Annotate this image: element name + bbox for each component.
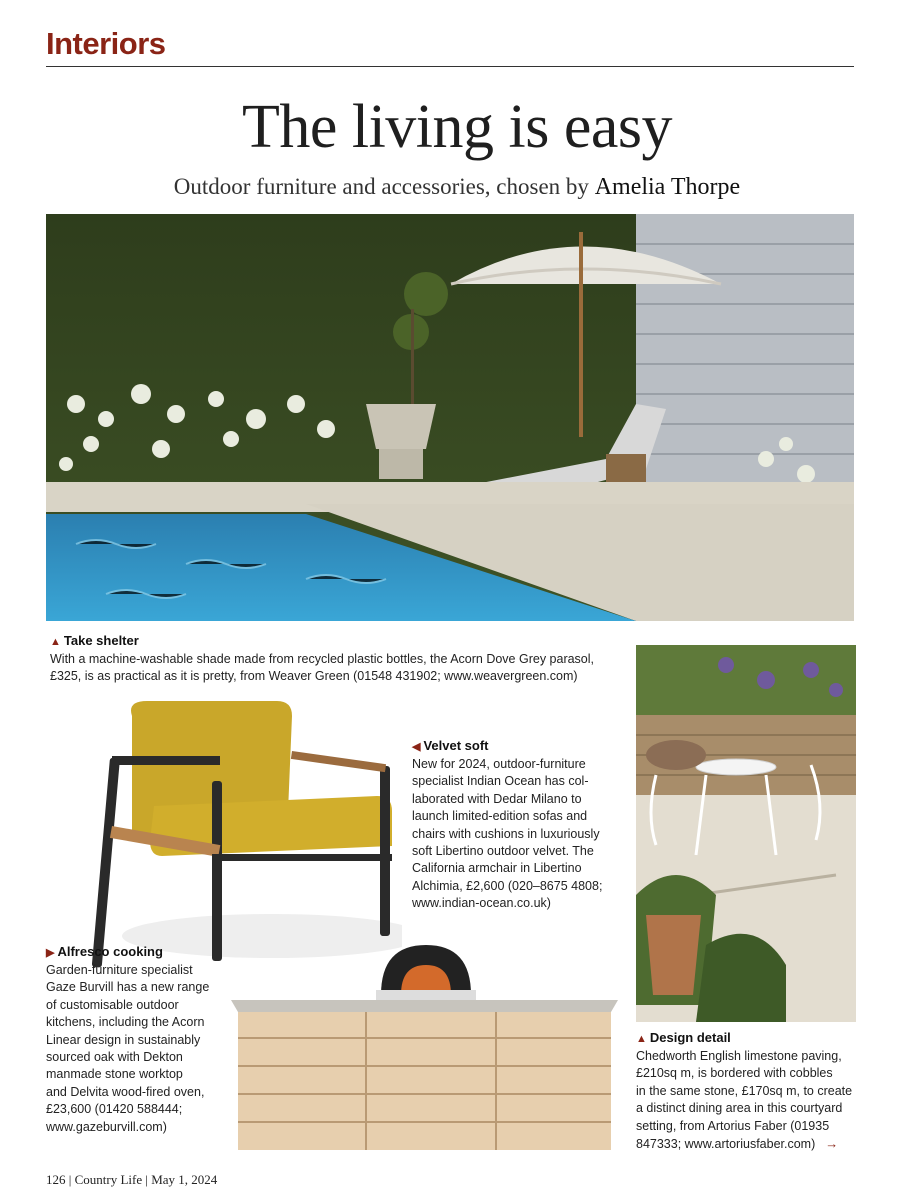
caption-title: Velvet soft [423,738,489,753]
caption-line: Gaze Burvill has a new range [46,980,210,995]
caption-marker-up: ▲ [636,1033,647,1045]
caption-line: www.indian-ocean.co.uk) [412,896,551,911]
caption-line: kitchens, including the Acorn [46,1015,205,1030]
courtyard-photo [636,645,856,1022]
caption-velvet-soft [412,737,627,913]
standfirst-text: Outdoor furniture and accessories, chosen by [173,174,589,199]
caption-marker-up: ▲ [50,636,61,648]
caption-title: Alfresco cooking [57,944,163,959]
caption-marker-right: ▶ [46,947,55,959]
author-name: Amelia Thorpe [594,174,741,200]
caption-design-detail [636,1029,866,1153]
caption-line: Garden-furniture specialist [46,963,193,977]
caption-line: launch limited-edition sofas and [412,809,588,824]
continue-arrow-icon: → [825,1136,839,1152]
caption-marker-left: ◀ [412,741,421,753]
caption-line: chairs with cushions in luxuriously [412,826,600,841]
caption-line: Linear design in sustainably [46,1032,201,1047]
caption-line: £210sq m, is bordered with cobbles [636,1066,833,1081]
pool-photo [46,214,854,621]
caption-line: £23,600 (01420 588444; [46,1102,183,1117]
courtyard-illustration [636,645,856,1022]
caption-line: of customisable outdoor [46,997,179,1012]
standfirst [0,174,914,201]
armchair-illustration [92,696,402,972]
caption-line: laborated with Dedar Milano to [412,791,582,806]
armchair-photo [92,696,402,972]
caption-title: Take shelter [63,633,139,648]
caption-line: New for 2024, outdoor-furniture [412,757,586,771]
caption-line: setting, from Artorius Faber (01935 [636,1118,830,1133]
caption-title: Design detail [649,1030,731,1045]
caption-take-shelter [50,632,620,686]
caption-line: 847333; www.artoriusfaber.com) [636,1137,816,1152]
outdoor-kitchen-photo [226,940,622,1155]
caption-line: Chedworth English limestone paving, [636,1049,842,1063]
caption-line: California armchair in Libertino [412,861,582,876]
caption-alfresco-cooking [46,943,236,1136]
caption-line: Alchimia, £2,600 (020–8675 4808; [412,878,603,893]
caption-line: in the same stone, £170sq m, to create [636,1083,853,1098]
page-footer: 126 | Country Life | May 1, 2024 [46,1172,218,1187]
caption-line: £325, is as practical as it is pretty, from Weaver Green (01548 431902; www.weavergreen.com) [50,669,578,684]
outdoor-kitchen-illustration [226,940,622,1155]
pool-scene-illustration [46,214,854,621]
caption-line: specialist Indian Ocean has col- [412,774,589,789]
header-rule [46,66,854,67]
caption-line: www.gazeburvill.com) [46,1119,167,1134]
section-label: Interiors [46,26,166,61]
caption-line: and Delvita wood-fired oven, [46,1084,205,1099]
article-title: The living is easy [241,93,673,161]
caption-line: With a machine-washable shade made from recycled plastic bottles, the Acorn Dove Grey parasol, [50,652,595,666]
caption-line: a distinct dining area in this courtyard [636,1101,843,1116]
caption-line: sourced oak with Dekton [46,1050,183,1065]
caption-line: soft Libertino outdoor velvet. The [412,844,594,859]
caption-line: manmade stone worktop [46,1067,183,1082]
